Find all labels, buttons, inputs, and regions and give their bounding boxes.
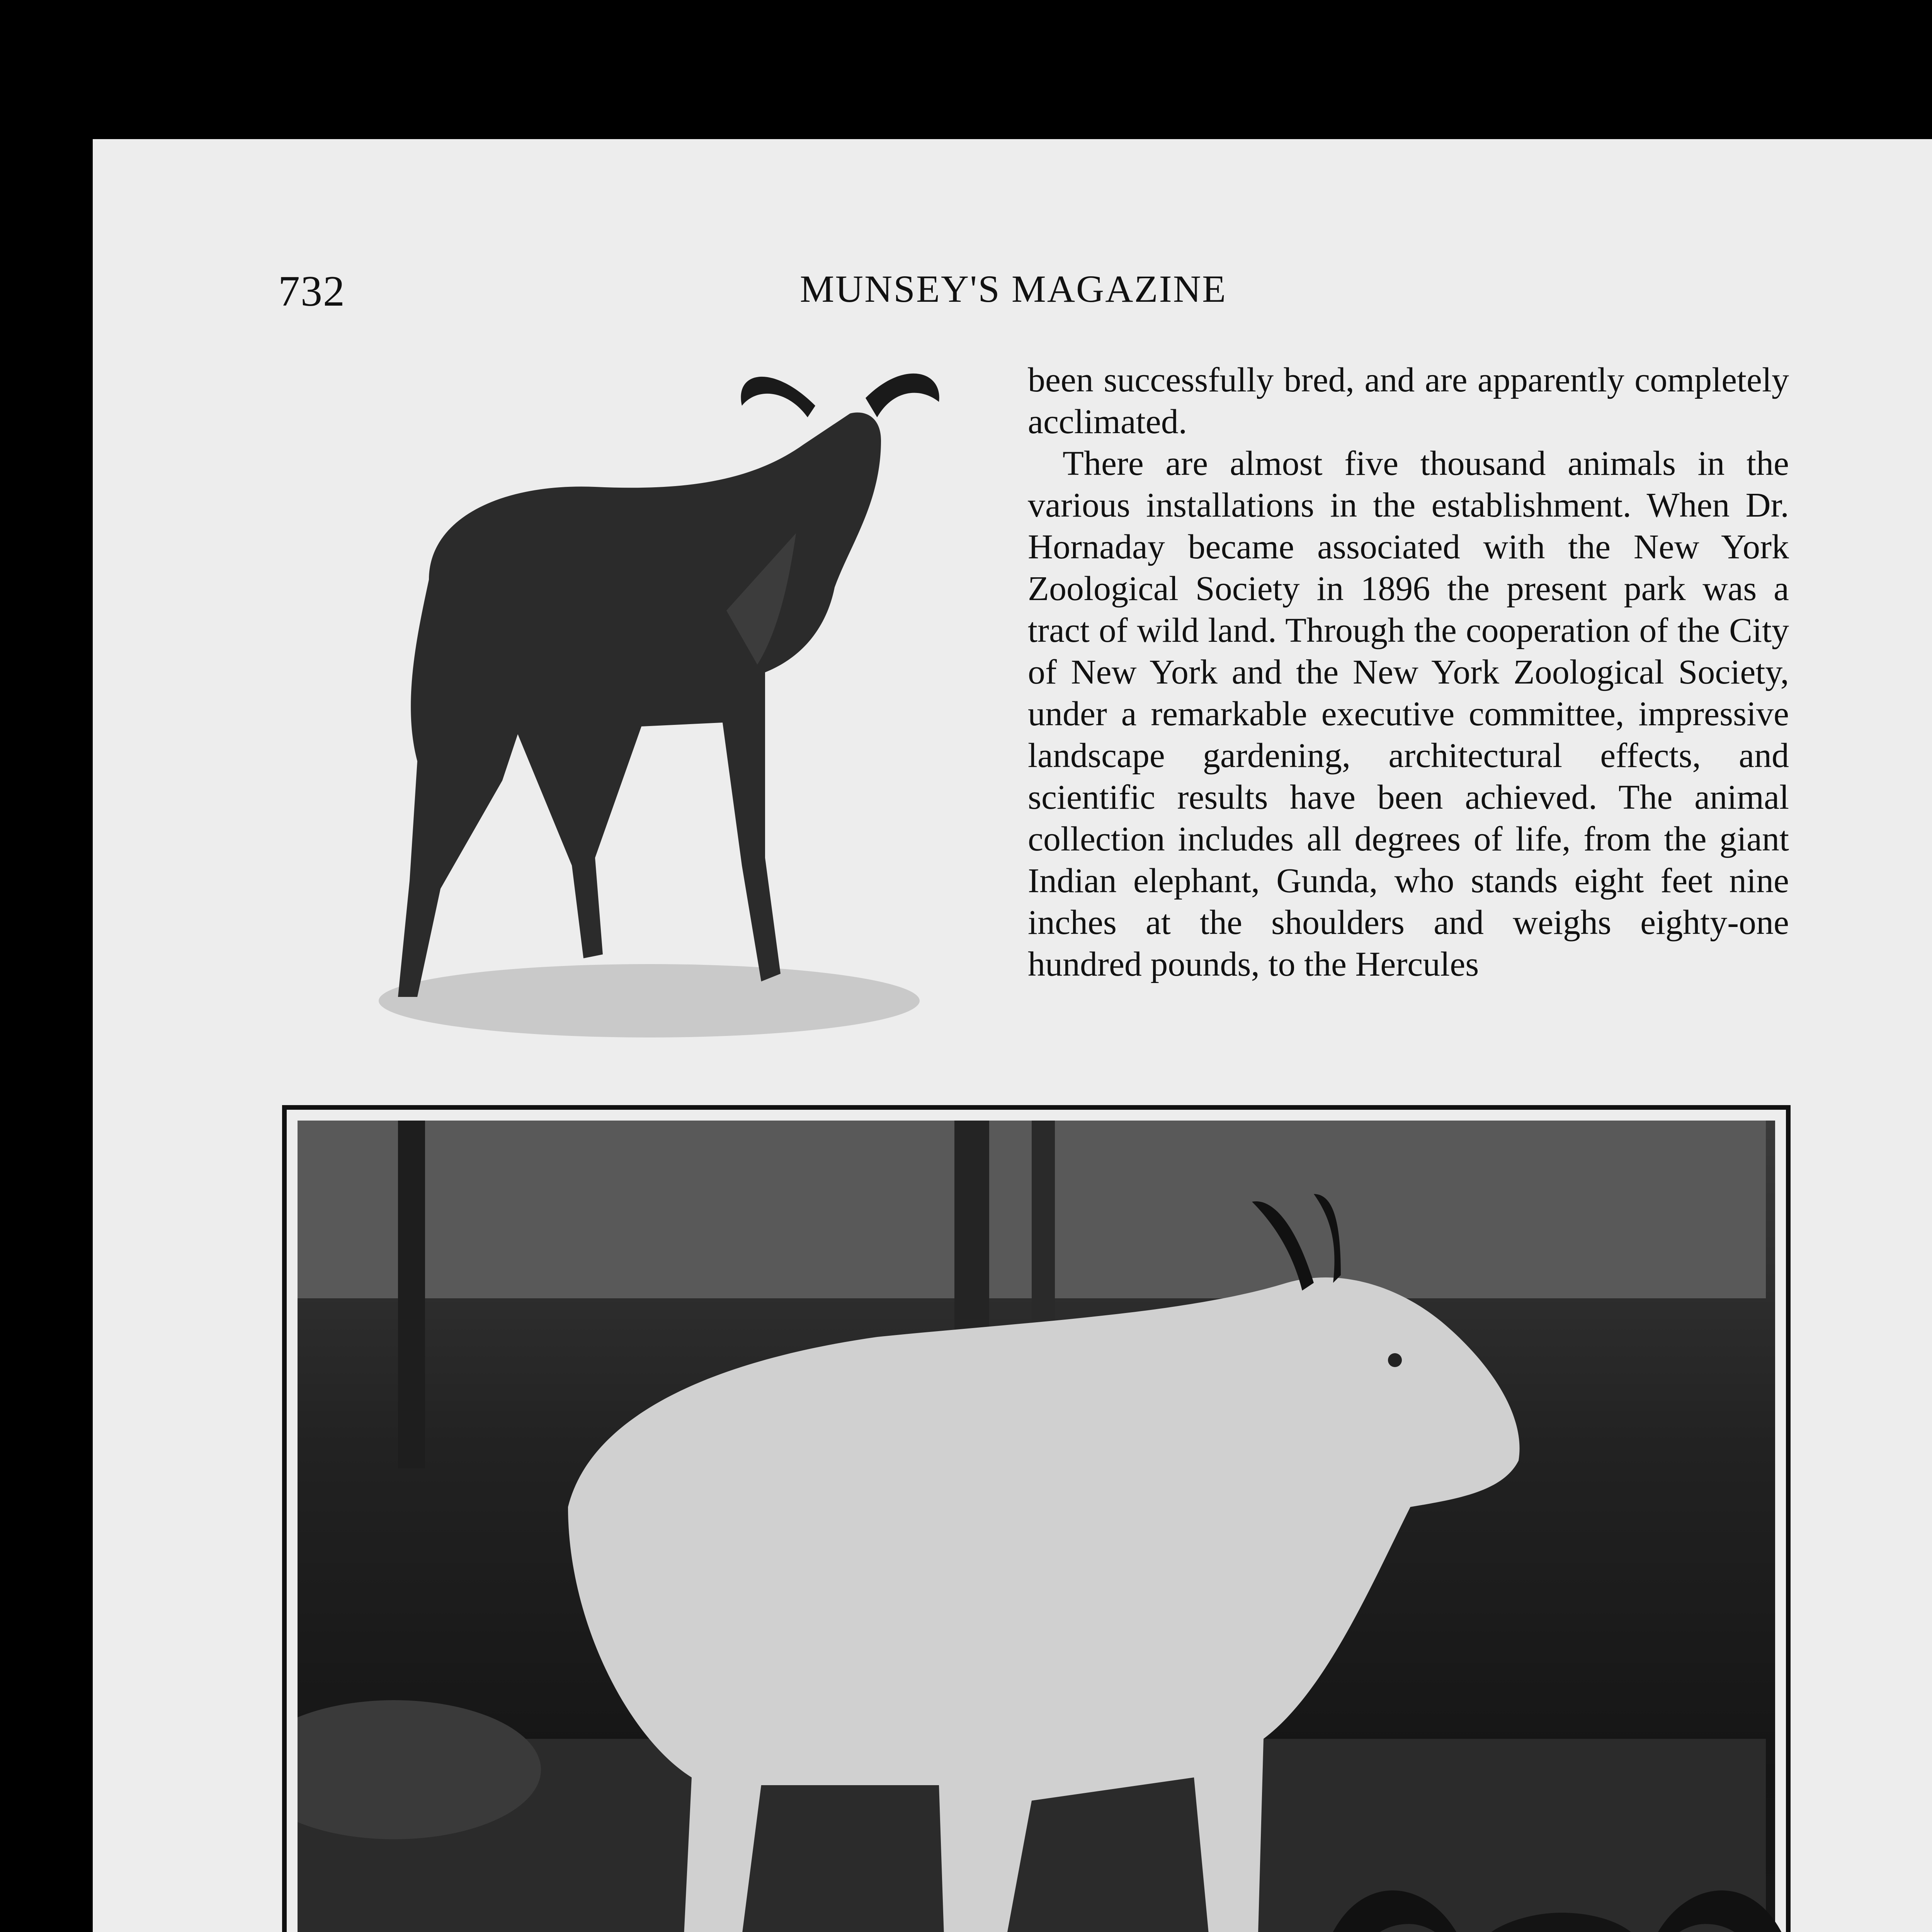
barbary-sheep-bottom-illustration (1314, 1847, 1824, 1932)
rocky-mountain-goat-photo (282, 1105, 1791, 1932)
running-head: MUNSEY'S MAGAZINE (800, 267, 1227, 310)
paragraph: There are almost five thousand animals in the various installations in the establishment. When Dr. Hornaday became associated with the New York Zoological Society in 1896 the present park was a tract of wild land. Through the cooperation of the City of New York and the New York Zoological Society, under a remarkable executive committee, impressive landscape gardening, architectural effects, and scientific results have been achieved. The animal collection includes all degrees of life, from the giant Indian elephant, Gunda, who stands eight feet nine inches at the shoulders and weighs eighty-one hundred pounds, to the Hercules (1028, 444, 1789, 983)
barbary-sheep-top-illustration (301, 317, 997, 1051)
rocky-mountain-goat-figure (298, 1121, 1766, 1932)
paragraph: been successfully bred, and are apparently completely acclimated. (1028, 361, 1789, 441)
page-number: 732 (278, 267, 345, 315)
right-column-text (1028, 359, 1789, 985)
